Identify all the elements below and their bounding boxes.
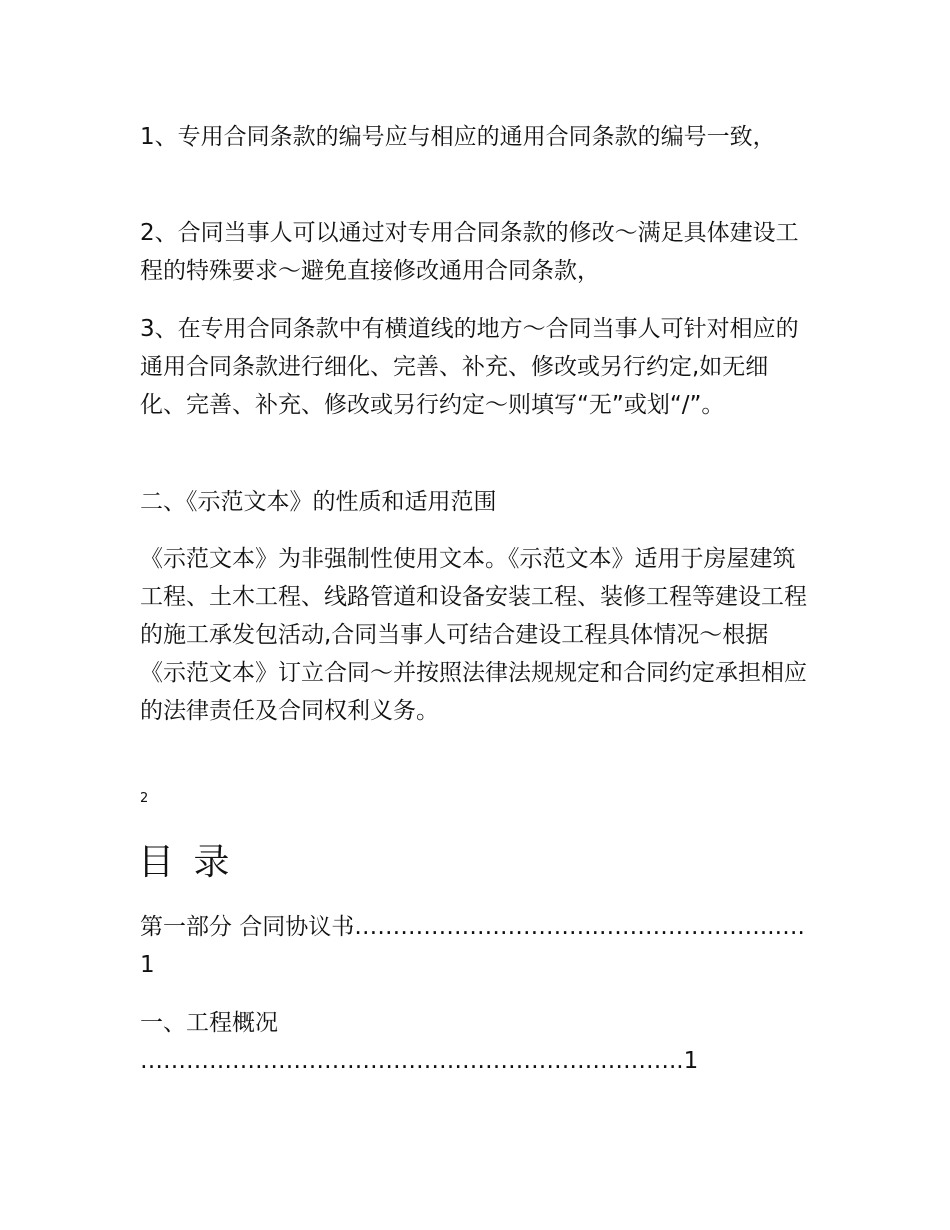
paragraph-clause-dashed-lines: 3、在专用合同条款中有横道线的地方～合同当事人可针对相应的通用合同条款进行细化、完善、补充、修改或另行约定,如无细化、完善、补充、修改或另行约定～则填写“无”或划“/”。 xyxy=(140,316,799,418)
section-heading-nature-scope: 二、《示范文本》的性质和适用范围 xyxy=(140,489,497,515)
page-number: 2 xyxy=(140,791,149,806)
paragraph-clause-modification: 2、合同当事人可以通过对专用合同条款的修改～满足具体建设工程的特殊要求～避免直接修改通用合同条款， xyxy=(140,220,799,284)
paragraph-clause-numbering: 1、专用合同条款的编号应与相应的通用合同条款的编号一致， xyxy=(140,124,776,150)
toc-entry-project-overview: 一、工程概况 ……………………………………………………………..1 xyxy=(140,1010,699,1074)
toc-entry-part-one: 第一部分 合同协议书…………………………..…………………..….1 xyxy=(140,914,805,978)
paragraph-nature-scope: 《示范文本》为非强制性使用文本。《示范文本》适用于房屋建筑工程、土木工程、线路管道和设备安装工程、装修工程等建设工程的施工承发包活动,合同当事人可结合建设工程具体情况～根据《示范文本》订立合同～并按照法律法规规定和合同约定承担相应的法律责任及合同权利义务。 xyxy=(140,546,807,724)
toc-title: 目 录 xyxy=(138,842,234,883)
